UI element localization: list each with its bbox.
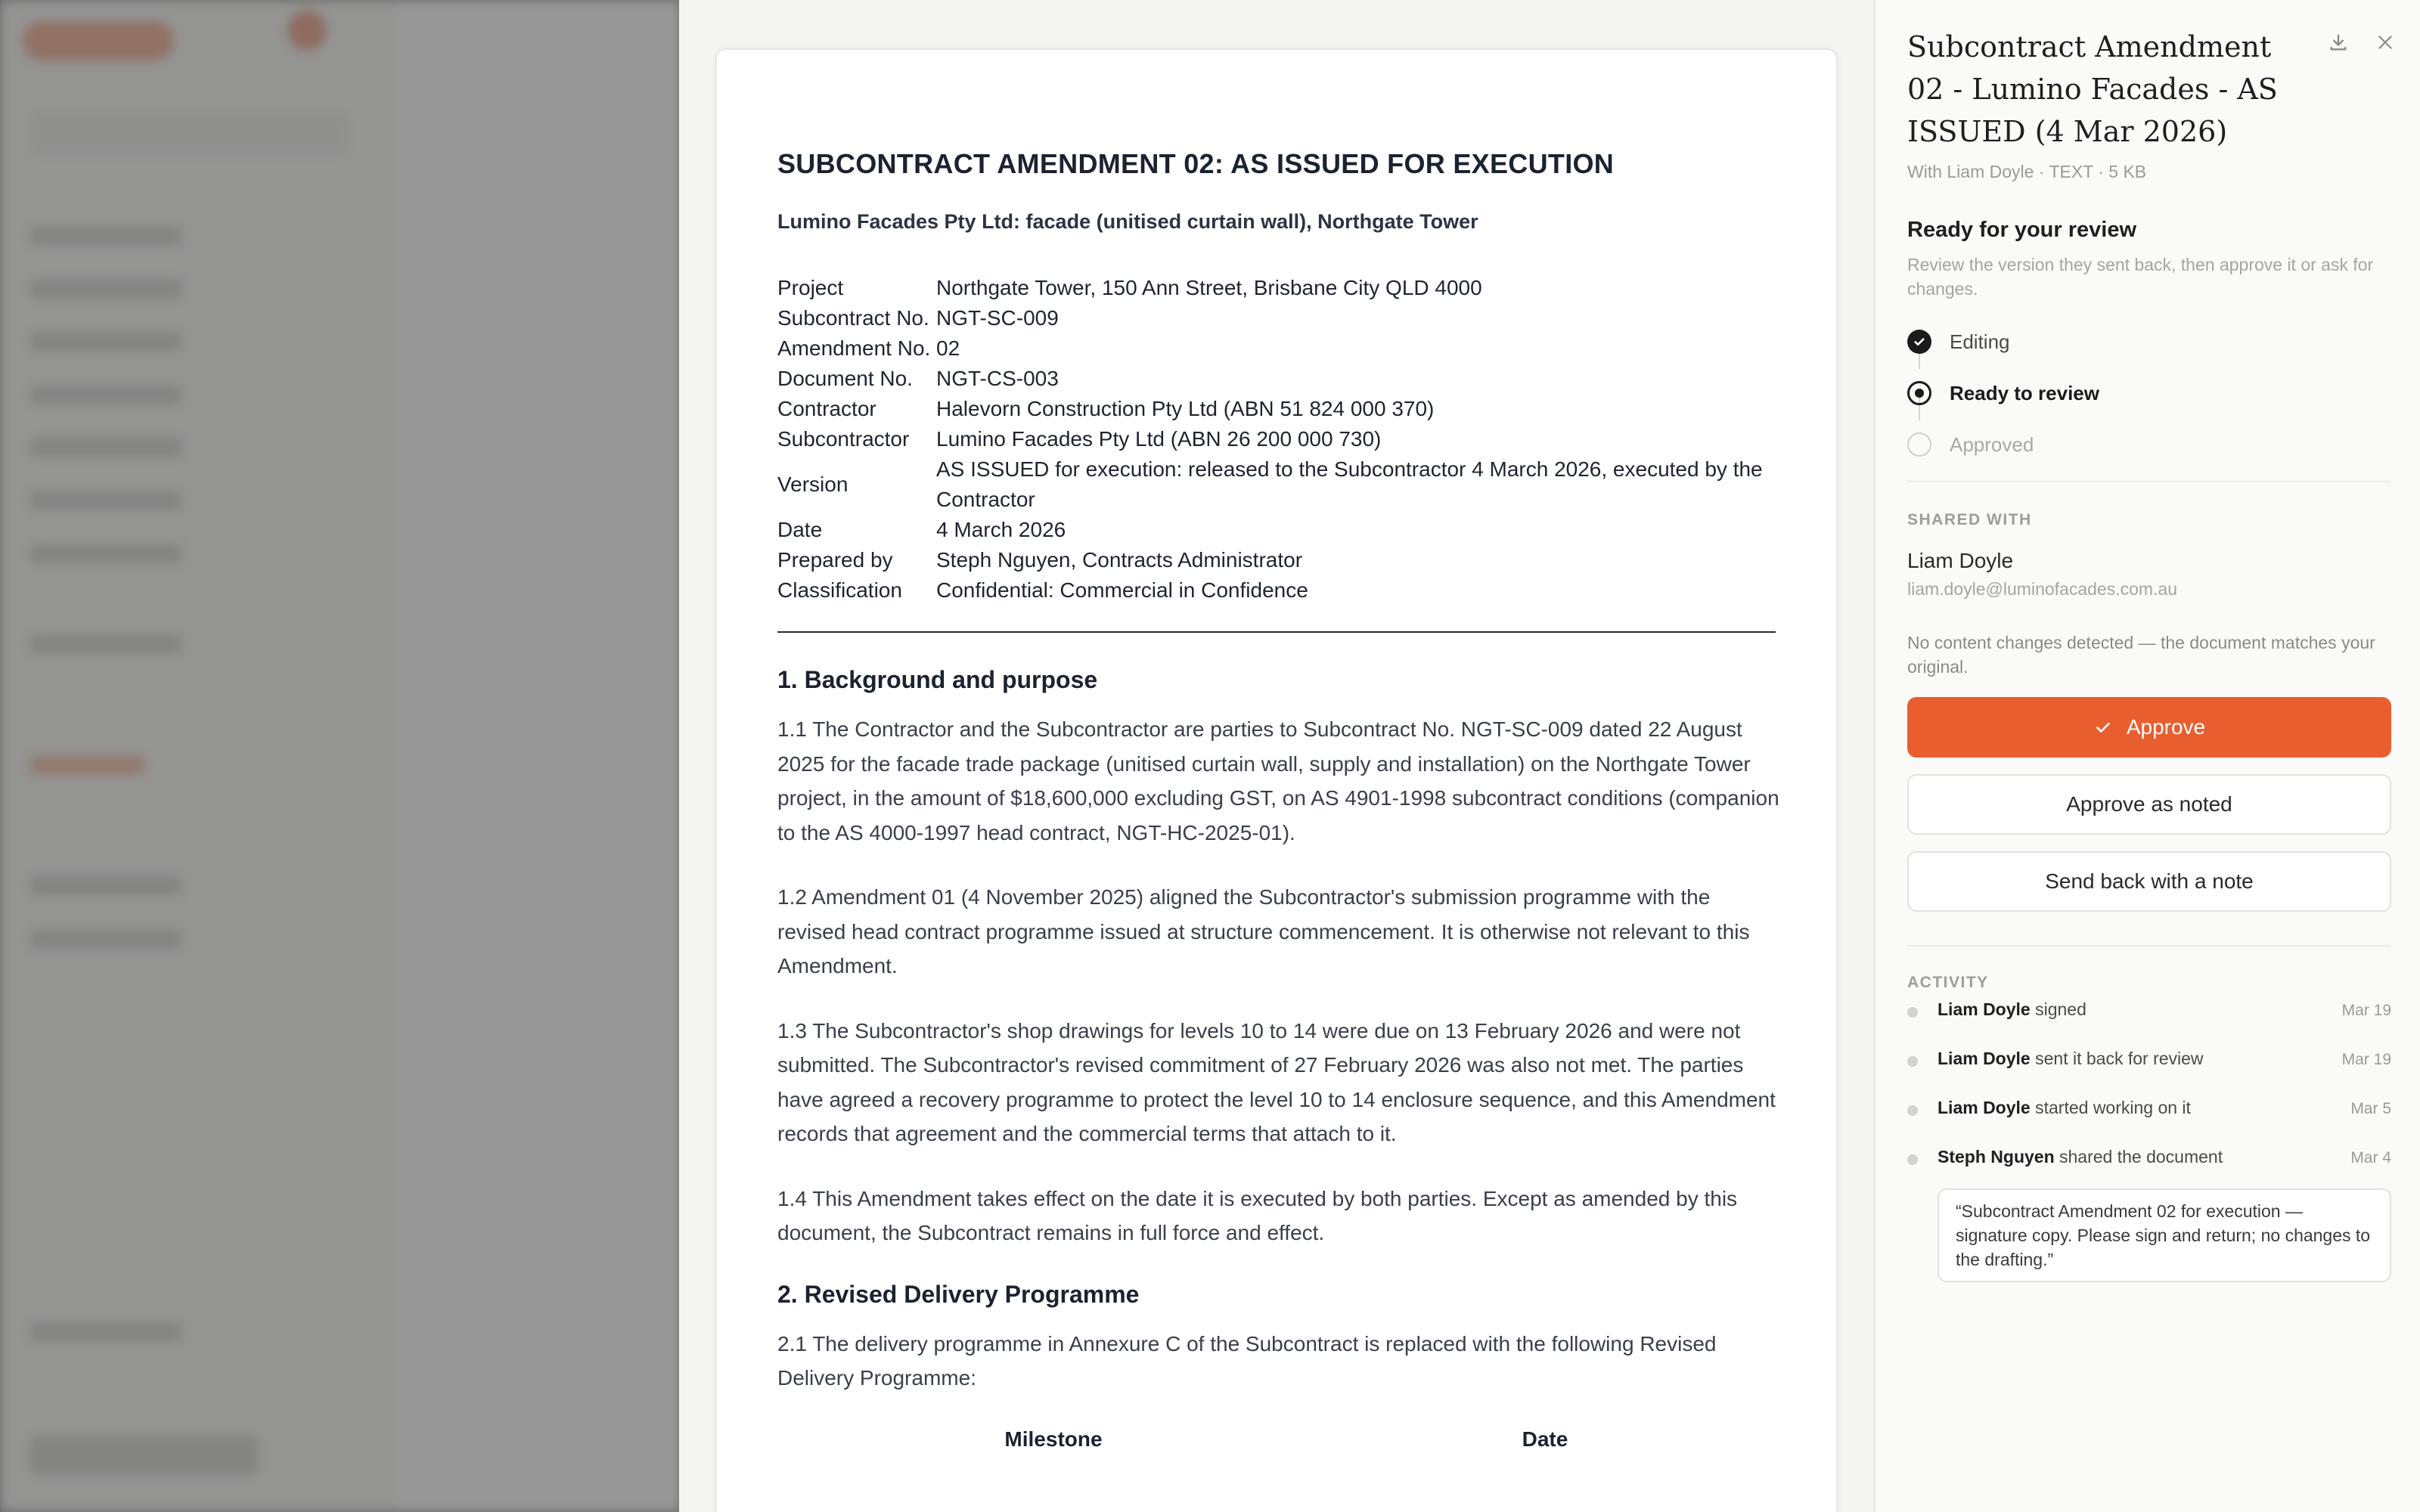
metadata-value: Confidential: Commercial in Confidence [936, 578, 1308, 602]
paragraph: 1.2 Amendment 01 (4 November 2025) aligned the Subcontractor's submission programme with the revised head contract programme issued at structure commencement. It is otherwise not relevant to this Amendment. [777, 885, 1750, 978]
metadata-row [777, 273, 1776, 303]
activity-item [1907, 1144, 2391, 1193]
approve-button[interactable] [1907, 697, 2391, 758]
metadata-row [777, 515, 1776, 545]
review-steps [1907, 316, 2099, 470]
activity-actor: Steph Nguyen [1938, 1147, 2055, 1167]
activity-item [1907, 1046, 2391, 1095]
metadata-value: NGT-SC-009 [936, 306, 1059, 330]
check-icon [2093, 717, 2113, 737]
metadata-key: Amendment No. [777, 336, 931, 360]
step-ready-to-review [1907, 367, 2099, 419]
activity-action: signed [2030, 999, 2086, 1019]
document-divider [777, 631, 1776, 633]
section-heading: 2. Revised Delivery Programme [777, 1280, 1140, 1308]
document-metadata-table [777, 273, 1776, 606]
modal-backdrop[interactable] [0, 0, 681, 1512]
metadata-row [777, 454, 1776, 515]
section-divider [1907, 481, 2391, 482]
metadata-key: Document No. [777, 367, 913, 390]
no-changes-notice: No content changes detected — the document matches your original. [1907, 633, 2375, 677]
document-heading: SUBCONTRACT AMENDMENT 02: AS ISSUED FOR EXECUTION [777, 148, 1615, 179]
metadata-key: Subcontractor [777, 427, 910, 451]
activity-date: Mar 5 [2350, 1100, 2391, 1117]
activity-actor: Liam Doyle [1938, 1098, 2031, 1117]
panel-title: Subcontract Amendment 02 - Lumino Facades - AS ISSUED (4 Mar 2026) [1907, 30, 2278, 148]
timeline-dot-icon [1907, 1007, 1918, 1018]
metadata-row [777, 424, 1776, 454]
paragraph: 2.1 The delivery programme in Annexure C of the Subcontract is replaced with the following Revised Delivery Programme: [777, 1331, 1717, 1390]
metadata-row [777, 545, 1776, 575]
section-heading: 1. Background and purpose [777, 666, 1098, 693]
activity-date: Mar 19 [2341, 1002, 2391, 1019]
step-editing [1907, 316, 2099, 367]
review-panel [1874, 0, 2420, 1512]
send-back-button[interactable]: Send back with a note [1907, 851, 2391, 912]
step-label: Approved [1950, 432, 2034, 456]
metadata-row [777, 303, 1776, 333]
activity-action: started working on it [2030, 1098, 2191, 1117]
step-approved [1907, 419, 2099, 470]
metadata-value: Lumino Facades Pty Ltd (ABN 26 200 000 730) [936, 427, 1382, 451]
metadata-value: Steph Nguyen, Contracts Administrator [936, 548, 1303, 572]
paragraph: 1.4 This Amendment takes effect on the date it is executed by both parties. Except as amended by this document, the Subcontract remains in full force and effect. [777, 1186, 1738, 1244]
approve-button-label: Approve [2126, 715, 2206, 739]
activity-action: shared the document [2054, 1147, 2223, 1167]
metadata-row [777, 364, 1776, 394]
section-divider [1907, 945, 2391, 947]
metadata-value: AS ISSUED for execution: released to the Subcontractor 4 March 2026, executed by the Contractor [936, 457, 1763, 511]
metadata-value: Northgate Tower, 150 Ann Street, Brisbane City QLD 4000 [936, 276, 1482, 299]
column-header-milestone: Milestone [1004, 1427, 1103, 1451]
metadata-key: Version [777, 472, 849, 496]
download-icon[interactable] [2326, 30, 2350, 54]
step-label: Ready to review [1950, 381, 2099, 404]
metadata-value: Halevorn Construction Pty Ltd (ABN 51 824 000 370) [936, 397, 1435, 420]
share-note-quote: “Subcontract Amendment 02 for execution — signature copy. Please sign and return; no changes to the drafting.” [1938, 1188, 2391, 1282]
activity-caption: ACTIVITY [1907, 974, 1989, 991]
check-circle-icon [1907, 330, 1931, 354]
document-meta: With Liam Doyle · TEXT · 5 KB [1907, 162, 2147, 181]
metadata-value: NGT-CS-003 [936, 367, 1059, 390]
timeline-dot-icon [1907, 1105, 1918, 1116]
shared-with-caption: SHARED WITH [1907, 511, 2032, 528]
activity-actor: Liam Doyle [1938, 999, 2031, 1019]
timeline-dot-icon [1907, 1056, 1918, 1067]
activity-action: sent it back for review [2030, 1049, 2204, 1068]
review-status-description: Review the version they sent back, then approve it or ask for changes. [1907, 255, 2374, 299]
shared-user-email: liam.doyle@luminofacades.com.au [1907, 579, 2178, 599]
timeline-dot-icon [1907, 1154, 1918, 1165]
paragraph: 1.1 The Contractor and the Subcontractor are parties to Subcontract No. NGT-SC-009 dated 22 August 2025 for the facade trade package (unitised curtain wall, supply and installation) on the Northgate Tower project, in the amount of $18,600,000 excluding GST, on AS 4901-1998 subcontract conditions (companion to the AS 4000-1997 head contract, NGT-HC-2025-01). [777, 717, 1779, 844]
metadata-key: Classification [777, 578, 902, 602]
review-status-title: Ready for your review [1907, 218, 2136, 242]
column-header-date: Date [1522, 1427, 1568, 1451]
metadata-key: Date [777, 518, 823, 541]
activity-date: Mar 19 [2341, 1051, 2391, 1068]
step-label: Editing [1950, 330, 2010, 353]
activity-actor: Liam Doyle [1938, 1049, 2031, 1068]
metadata-key: Prepared by [777, 548, 893, 572]
paragraph: 1.3 The Subcontractor's shop drawings for levels 10 to 14 were due on 13 February 2026 and were not submitted. The Subcontractor's revised commitment of 27 February 2026 was also not met. The parties have agreed a recovery programme to protect the level 10 to 14 enclosure sequence, and this Amendment records that agreement and the commercial terms that attach to it. [777, 1018, 1776, 1145]
metadata-value: 4 March 2026 [936, 518, 1066, 541]
metadata-value: 02 [936, 336, 960, 360]
activity-list [1907, 996, 2391, 1193]
programme-table-header [777, 1427, 1776, 1452]
radio-dot-icon [1907, 381, 1931, 405]
approve-as-noted-button[interactable]: Approve as noted [1907, 774, 2391, 835]
close-icon[interactable] [2373, 30, 2397, 54]
activity-date: Mar 4 [2350, 1149, 2391, 1167]
shared-user-name: Liam Doyle [1907, 549, 2014, 572]
metadata-row [777, 394, 1776, 424]
metadata-row [777, 575, 1776, 606]
metadata-row [777, 333, 1776, 364]
metadata-key: Project [777, 276, 844, 299]
activity-item [1907, 996, 2391, 1046]
activity-item [1907, 1095, 2391, 1144]
document-viewer[interactable] [679, 0, 1874, 1512]
document-subheading: Lumino Facades Pty Ltd: facade (unitised curtain wall), Northgate Tower [777, 210, 1478, 233]
document-page [715, 48, 1838, 1512]
metadata-key: Contractor [777, 397, 876, 420]
empty-circle-icon [1907, 432, 1931, 457]
metadata-key: Subcontract No. [777, 306, 929, 330]
